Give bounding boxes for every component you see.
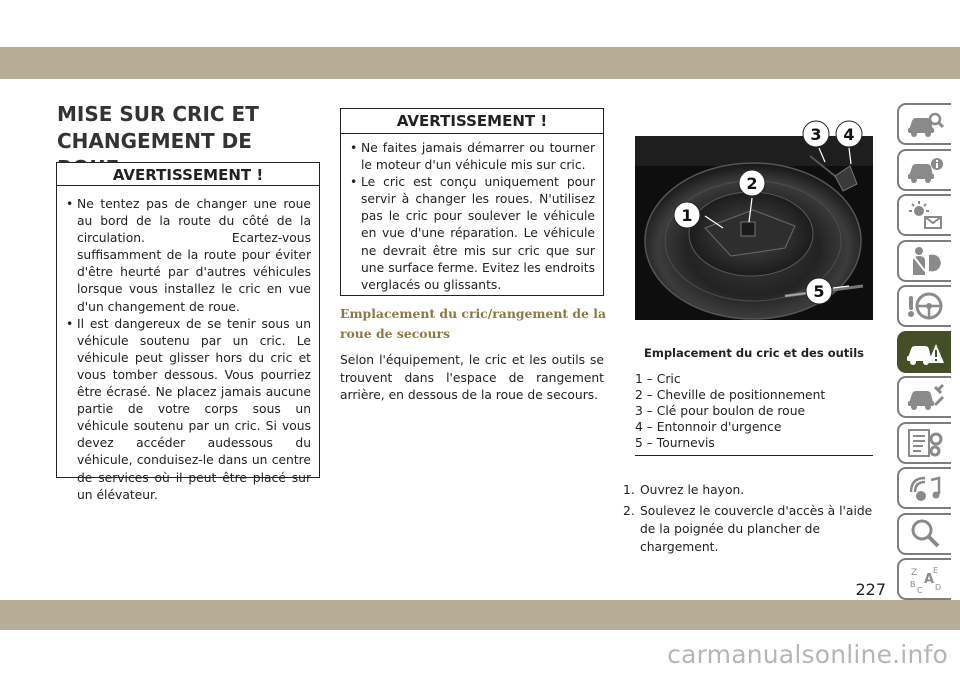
car-info-icon	[905, 154, 945, 186]
tab-index-search[interactable]	[897, 513, 951, 555]
warning-box-2	[340, 108, 604, 296]
warning-lights-icon	[905, 199, 945, 231]
car-service-icon	[905, 381, 945, 413]
page-title-line-1: MISE SUR CRIC ET	[57, 102, 259, 126]
warning-item: • Le cric est conçu uniquement pour servir à changer les roues. N'utilisez pas le cric pour soulever le véhicule en vue d'une réparation. Le véhicule ne devrait être mis sur cric que sur une surface ferme. Evitez les endroits verglacés ou glissants.	[349, 174, 595, 294]
callout-2-label: 2	[746, 174, 758, 193]
warning-item: • Ne tentez pas de changer une roue au bord de la route du côté de la circulation. Ecartez-vous suffisamment de la route pour éviter d'être heurté par d'autres véhicules lorsque vous installez le cric en vue d'un changement de roue.	[65, 196, 311, 316]
index-search-icon	[905, 518, 945, 550]
tab-specifications[interactable]	[897, 422, 951, 464]
callout-3	[803, 121, 829, 162]
warning-title: AVERTISSEMENT !	[341, 109, 603, 134]
car-warning-icon	[905, 336, 945, 368]
tab-car-service[interactable]	[897, 376, 951, 418]
step-item	[623, 481, 888, 499]
svg-text:A: A	[924, 572, 935, 587]
warning-title: AVERTISSEMENT !	[57, 163, 319, 186]
specifications-icon	[905, 427, 945, 459]
svg-text:D: D	[935, 583, 942, 592]
callout-1	[674, 202, 723, 228]
chapter-tabs	[897, 103, 951, 604]
section-body: Selon l'équipement, le cric et les outils se trouvent dans l'espace de rangement arrière, en dessous de la roue de secours.	[340, 353, 604, 402]
callout-1-label: 1	[681, 206, 693, 225]
callout-layer	[635, 125, 873, 320]
tab-car-search[interactable]	[897, 103, 951, 145]
warning-item: • Ne faites jamais démarrer ou tourner le moteur d'un véhicule mis sur cric.	[349, 140, 595, 174]
watermark: carmanualsonline.info	[667, 640, 948, 669]
header-band	[0, 47, 960, 79]
legend-item: 1 – Cric	[635, 372, 681, 386]
procedure-steps	[623, 481, 888, 559]
tab-alphabetical-index[interactable]	[897, 558, 951, 600]
tab-seatbelt-airbag[interactable]	[897, 240, 951, 282]
alphabetical-index-icon	[905, 563, 945, 595]
seatbelt-airbag-icon	[905, 245, 945, 277]
multimedia-icon	[905, 472, 945, 504]
steering-wheel-icon	[905, 290, 945, 322]
footer-band	[0, 600, 960, 630]
jack-location-photo	[635, 125, 873, 320]
page-number: 227	[855, 580, 886, 599]
svg-text:Z: Z	[911, 568, 918, 578]
legend-item: 4 – Entonnoir d'urgence	[635, 420, 782, 434]
callout-2	[739, 170, 765, 222]
warning-list	[341, 134, 603, 302]
step-text: Ouvrez le hayon.	[640, 483, 745, 497]
tab-car-warning[interactable]	[897, 331, 951, 373]
callout-4-label: 4	[843, 125, 855, 144]
warning-box-1	[56, 162, 320, 502]
step-text: Soulevez le couvercle d'accès à l'aide de la poignée du plancher de chargement.	[640, 504, 873, 554]
svg-text:E: E	[933, 566, 939, 575]
legend-item: 3 – Clé pour boulon de roue	[635, 404, 806, 418]
svg-text:B: B	[910, 580, 916, 589]
callout-5-label: 5	[813, 282, 825, 301]
legend-item: 5 – Tournevis	[635, 436, 715, 450]
car-search-icon	[905, 108, 945, 140]
callout-5	[806, 278, 849, 304]
tab-warning-lights[interactable]	[897, 194, 951, 236]
page-title-line-2: CHANGEMENT DE	[57, 129, 252, 153]
step-item	[623, 502, 888, 556]
section-heading: Emplacement du cric/rangement de la roue de secours	[340, 306, 607, 341]
warning-list	[57, 186, 319, 512]
figure-legend	[635, 371, 873, 456]
callout-3-label: 3	[810, 125, 822, 144]
callout-4	[836, 121, 862, 164]
svg-text:C: C	[917, 586, 923, 595]
figure-caption: Emplacement du cric et des outils	[643, 346, 865, 360]
tab-car-info[interactable]	[897, 149, 951, 191]
step-number: 1.	[623, 483, 635, 497]
legend-item: 2 – Cheville de positionnement	[635, 388, 826, 402]
warning-item: • Il est dangereux de se tenir sous un véhicule soutenu par un cric. Le véhicule peut glisser hors du cric et vous tomber dessous. Vous pourriez être écrasé. Ne placez jamais aucune partie de votre corps sous un véhicule soutenu par un cric. Si vous devez accéder audessous du véhicule, conduisez-le dans un centre de services où il peut être placé sur un élévateur.	[65, 316, 311, 504]
step-number: 2.	[623, 504, 635, 518]
tab-steering-wheel[interactable]	[897, 285, 951, 327]
tab-multimedia[interactable]	[897, 467, 951, 509]
